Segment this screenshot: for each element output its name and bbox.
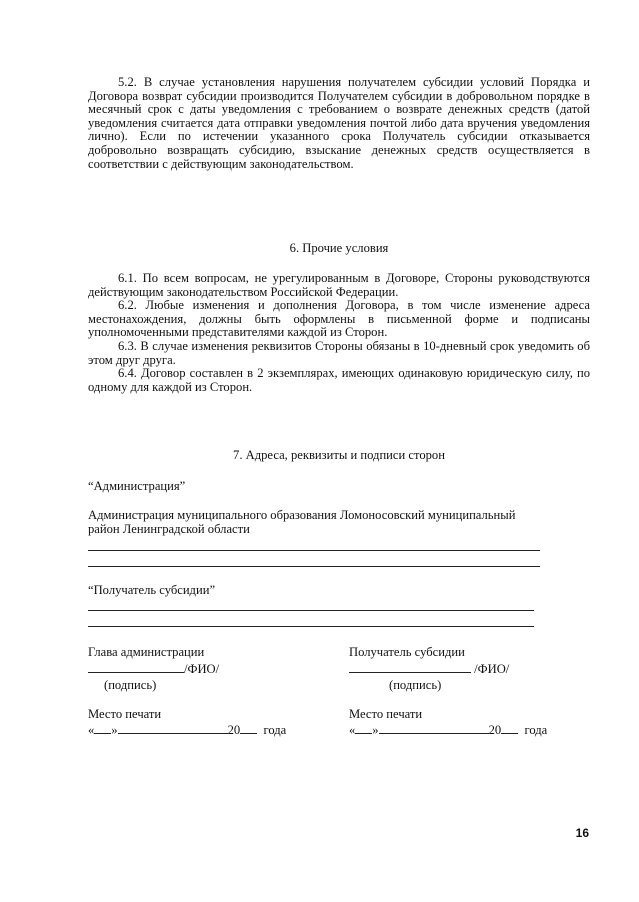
right-year-suffix: года [524,723,548,737]
left-fio: /ФИО/ [184,662,220,676]
section-6-block [88,272,590,394]
paragraph-6-4: 6.4. Договор составлен в 2 экземплярах, имеющих одинаковую юридическую силу, по одному для каждой из Сторон. [88,366,590,394]
recipient-label: “Получатель субсидии” [88,583,216,597]
left-signature-blank [88,661,184,673]
right-signature-blank [349,661,471,673]
section-5-block [88,76,590,171]
administration-name-block [88,509,548,536]
right-date-line [349,722,547,737]
recipient-line-2 [88,626,534,627]
page-number: 16 [575,826,589,840]
right-year-prefix: 20 [488,723,502,737]
paragraph-6-3: 6.3. В случае изменения реквизитов Стороны обязаны в 10-дневный срок уведомить об этом друг друга. [88,338,590,367]
right-date-open-quote: « [349,723,356,737]
section-7-title: 7. Адреса, реквизиты и подписи сторон [233,448,445,462]
right-seal: Место печати [349,707,423,721]
left-date-open-quote: « [88,723,95,737]
administration-label: “Администрация” [88,479,186,493]
right-fio: /ФИО/ [474,662,510,676]
left-month-blank [118,722,228,734]
right-signature-line [349,661,509,676]
left-year-suffix: года [263,723,287,737]
right-month-blank [379,722,489,734]
right-day-blank [355,722,372,734]
left-podpis: (подпись) [104,678,157,692]
administration-line-1 [88,550,540,551]
administration-name: Администрация муниципального образования Ломоносовский муниципальный район Ленинградской области [88,508,516,536]
section-6-title: 6. Прочие условия [289,241,389,255]
paragraph-6-1: 6.1. По всем вопросам, не урегулированным в Договоре, Стороны руководствуются действующим законодательством Российской Федерации. [88,271,590,299]
right-podpis: (подпись) [389,678,442,692]
left-date-close-quote: » [111,723,118,737]
left-seal: Место печати [88,707,162,721]
left-signature-line [88,661,219,676]
left-year-blank [240,722,257,734]
left-day-blank [94,722,111,734]
recipient-line-1 [88,610,534,611]
paragraph-6-2: 6.2. Любые изменения и дополнения Договора, в том числе изменение адреса местонахождения, должны быть оформлены в письменной форме и подписаны уполномоченными представителями каждой из Сторон. [88,298,590,340]
right-date-close-quote: » [372,723,379,737]
paragraph-5-2: 5.2. В случае установления нарушения получателем субсидии условий Порядка и Договора возврат субсидии производится Получателем субсидии в добровольном порядке в месячный срок с даты уведомления с требованием о возврате денежных средств (датой уведомления считается дата отправки уведомления почтой либо дата вручения уведомления лично). Если по истечении указанного срока Получатель субсидии отказывается добровольно возвращать субсидию, взыскание денежных средств осуществляется в соответствии с действующим законодательством. [88,75,590,171]
right-year-blank [501,722,518,734]
left-signature-role: Глава администрации [88,645,205,659]
left-year-prefix: 20 [227,723,241,737]
administration-line-2 [88,566,540,567]
right-signature-role: Получатель субсидии [349,645,465,659]
left-date-line [88,722,286,737]
